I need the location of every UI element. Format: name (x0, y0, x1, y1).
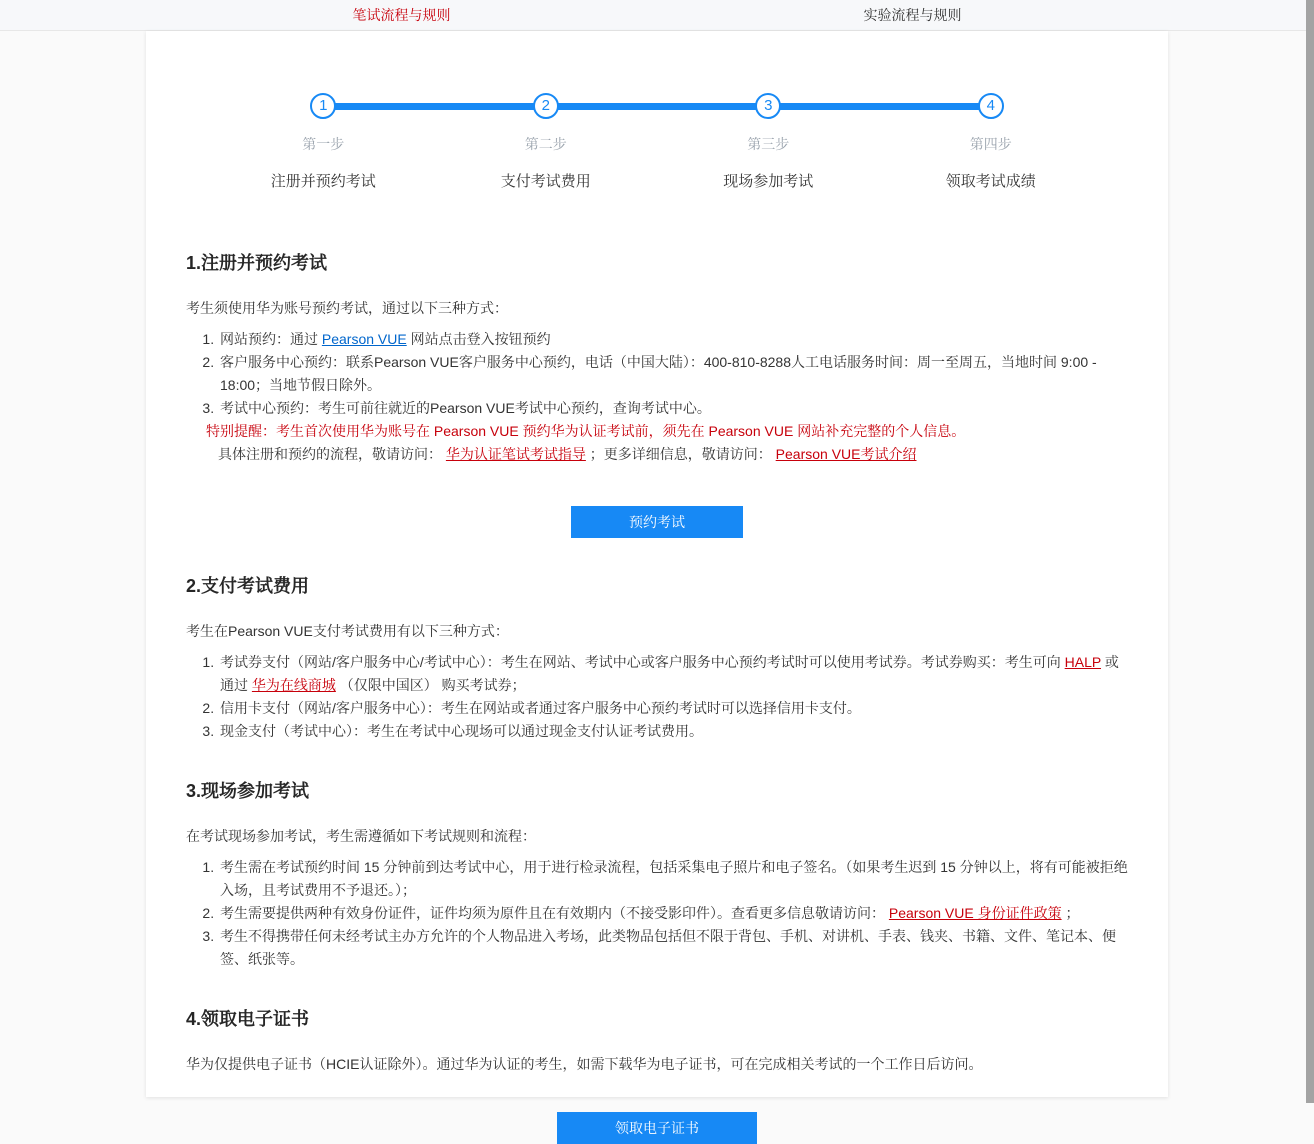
step-4-title: 领取考试成绩 (945, 173, 1036, 190)
section-3-list (202, 856, 1128, 971)
step-2-circle: 2 (533, 93, 559, 119)
item-text: 网站预约：通过 (220, 331, 322, 347)
tab-lab-exam-process[interactable]: 实验流程与规则 (863, 7, 962, 23)
registration-guide-line (186, 443, 1128, 466)
notice-text: ；更多详细信息，敬请访问： (585, 446, 776, 462)
list-item: 2. 客户服务中心预约：联系Pearson VUE客户服务中心预约，电话（中国大陆）：400-810-8288人工电话服务时间：周一至周五，当地时间 9:00 - 18:00；当地节假日除外。 (218, 351, 1128, 397)
list-item: 3. 现金支付（考试中心）：考生在考试中心现场可以通过现金支付认证考试费用。 (218, 720, 1128, 743)
step-4-circle: 4 (978, 93, 1004, 119)
tab-written-exam-process[interactable]: 笔试流程与规则 (352, 7, 451, 23)
step-1 (212, 93, 435, 191)
content-card (146, 31, 1168, 1136)
section-1-heading: 1.注册并预约考试 (186, 253, 328, 273)
step-1-title: 注册并预约考试 (270, 173, 376, 190)
book-exam-button[interactable]: 预约考试 (571, 506, 743, 538)
step-3-circle: 3 (755, 93, 781, 119)
step-4 (880, 93, 1103, 191)
section-1-intro: 考生须使用华为账号预约考试，通过以下三种方式： (186, 300, 508, 316)
section-attend-exam-onsite (186, 777, 1128, 971)
item-text: 考试券支付（网站/客户服务中心/考试中心）：考生在网站、考试中心或客户服务中心预约考试时可以使用考试券。考试券购买：考生可向 (220, 654, 1065, 670)
exam-steps-progress (212, 93, 1102, 191)
notice-text: 具体注册和预约的流程，敬请访问： (218, 446, 446, 462)
step-3 (657, 93, 880, 191)
list-item: 3. 考生不得携带任何未经考试主办方允许的个人物品进入考场，此类物品包括但不限于背包、手机、对讲机、手表、钱夹、书籍、文件、笔记本、便签、纸张等。 (218, 925, 1128, 971)
section-2-heading: 2.支付考试费用 (186, 576, 310, 596)
section-3-intro: 在考试现场参加考试，考生需遵循如下考试规则和流程： (186, 828, 536, 844)
pearson-vue-link[interactable]: Pearson VUE (321, 331, 407, 347)
section-2-intro: 考生在Pearson VUE支付考试费用有以下三种方式： (186, 623, 509, 639)
section-1-list (202, 328, 1128, 420)
scrollbar-track[interactable] (1306, 0, 1314, 1103)
step-2 (435, 93, 658, 191)
huawei-online-store-link[interactable]: 华为在线商城 (251, 677, 336, 693)
list-item (218, 651, 1128, 697)
written-exam-guide-link[interactable]: 华为认证笔试考试指导 (445, 446, 586, 462)
list-item: 3. 考试中心预约：考生可前往就近的Pearson VUE考试中心预约，查询考试中心。 (218, 397, 1128, 420)
scrollbar-thumb[interactable] (1306, 0, 1314, 1103)
step-1-label: 第一步 (302, 136, 345, 152)
top-tab-bar (0, 0, 1314, 31)
special-reminder-text: 特别提醒：考生首次使用华为账号在 Pearson VUE 预约华为认证考试前，须先在 Pearson VUE 网站补充完整的个人信息。 (206, 423, 966, 439)
item-text: 或通过 (220, 654, 1119, 693)
step-3-label: 第三步 (747, 136, 790, 152)
section-register-and-book (186, 249, 1128, 538)
list-item (218, 902, 1128, 925)
section-4-heading: 4.领取电子证书 (186, 1009, 310, 1029)
list-item: 2. 信用卡支付（网站/客户服务中心）：考生在网站或者通过客户服务中心预约考试时可以选择信用卡支付。 (218, 697, 1128, 720)
id-policy-link[interactable]: Pearson VUE 身份证件政策 (888, 905, 1062, 921)
section-2-list (202, 651, 1128, 743)
step-1-circle: 1 (310, 93, 336, 119)
list-item (218, 328, 1128, 351)
pearson-vue-intro-link[interactable]: Pearson VUE考试介绍 (775, 446, 917, 462)
section-get-e-certificate (186, 1005, 1128, 1144)
step-2-title: 支付考试费用 (500, 173, 591, 190)
halp-link[interactable]: HALP (1064, 654, 1101, 670)
list-item: 1. 考生需在考试预约时间 15 分钟前到达考试中心，用于进行检录流程，包括采集电子照片和电子签名。（如果考生迟到 15 分钟以上，将有可能被拒绝入场，且考试费用不予退还。）； (218, 856, 1128, 902)
item-text: 考生需要提供两种有效身份证件，证件均须为原件且在有效期内（不接受影印件）。查看更多信息敬请访问： (220, 905, 889, 921)
section-3-heading: 3.现场参加考试 (186, 781, 310, 801)
get-e-certificate-button[interactable]: 领取电子证书 (557, 1112, 757, 1144)
section-pay-exam-fee (186, 572, 1128, 743)
item-text: ； (1061, 905, 1080, 921)
step-4-label: 第四步 (969, 136, 1012, 152)
step-2-label: 第二步 (524, 136, 567, 152)
section-4-body: 华为仅提供电子证书（HCIE认证除外）。通过华为认证的考生，如需下载华为电子证书，可在完成相关考试的一个工作日后访问。 (186, 1056, 983, 1072)
item-text: 网站点击登入按钮预约 (406, 331, 551, 347)
step-3-title: 现场参加考试 (723, 173, 814, 190)
item-text: （仅限中国区） 购买考试券； (335, 677, 526, 693)
